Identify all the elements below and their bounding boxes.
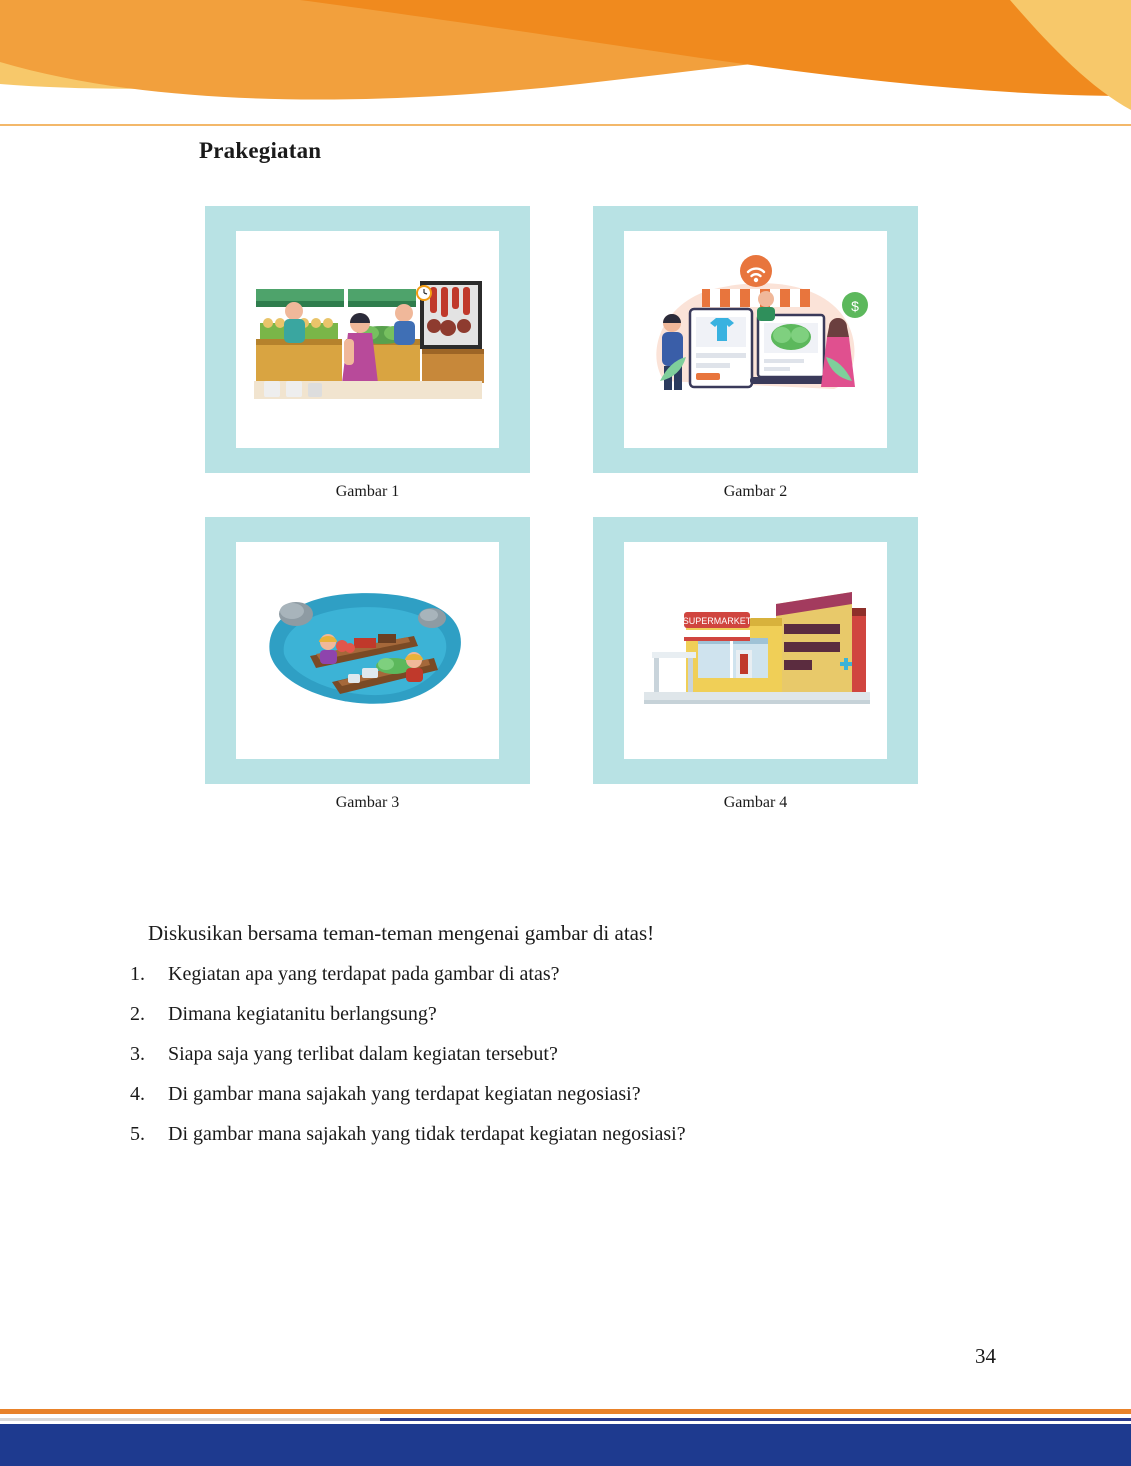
question-number: 3. bbox=[130, 1043, 145, 1065]
question-text: Di gambar mana sajakah yang tidak terdapat kegiatan negosiasi? bbox=[168, 1123, 686, 1145]
supermarket-building-illustration bbox=[624, 542, 887, 759]
footer-blue-band bbox=[0, 1424, 1131, 1466]
list-item bbox=[130, 1042, 1010, 1066]
question-number: 5. bbox=[130, 1123, 145, 1145]
figure-4-caption: Gambar 4 bbox=[723, 794, 788, 811]
discussion-block bbox=[130, 921, 1010, 1162]
page-header-decoration bbox=[0, 0, 1131, 126]
figure-3 bbox=[205, 517, 530, 812]
discussion-intro: Diskusikan bersama teman-teman mengenai gambar di atas! bbox=[148, 921, 655, 945]
question-text: Siapa saja yang terlibat dalam kegiatan tersebut? bbox=[168, 1043, 558, 1065]
figure-2-caption: Gambar 2 bbox=[723, 483, 788, 500]
question-text: Kegiatan apa yang terdapat pada gambar di atas? bbox=[168, 963, 560, 985]
figure-4 bbox=[593, 517, 918, 812]
footer-rule-right bbox=[380, 1418, 1131, 1421]
list-item bbox=[130, 1122, 1010, 1146]
question-number: 1. bbox=[130, 963, 145, 985]
page-number: 34 bbox=[975, 1344, 996, 1368]
floating-market-illustration bbox=[236, 542, 499, 759]
figure-1 bbox=[205, 206, 530, 501]
question-text: Di gambar mana sajakah yang terdapat kegiatan negosiasi? bbox=[168, 1083, 641, 1105]
figure-3-frame bbox=[205, 517, 530, 784]
figure-3-caption: Gambar 3 bbox=[335, 794, 400, 811]
figure-row bbox=[205, 517, 925, 812]
question-text: Dimana kegiatanitu berlangsung? bbox=[168, 1003, 437, 1025]
question-list bbox=[130, 962, 1010, 1146]
figure-1-caption: Gambar 1 bbox=[335, 483, 400, 500]
figure-2-frame bbox=[593, 206, 918, 473]
page-title: Prakegiatan bbox=[199, 138, 322, 163]
footer-rule-left bbox=[0, 1418, 380, 1421]
footer-split-rule bbox=[0, 1418, 1131, 1421]
footer-orange-rule bbox=[0, 1409, 1131, 1414]
list-item bbox=[130, 1002, 1010, 1026]
list-item bbox=[130, 962, 1010, 986]
question-number: 2. bbox=[130, 1003, 145, 1025]
figure-grid bbox=[205, 206, 925, 828]
figure-4-frame bbox=[593, 517, 918, 784]
traditional-market-illustration bbox=[236, 231, 499, 448]
svg-text:SUPERMARKET: SUPERMARKET bbox=[682, 616, 752, 626]
question-number: 4. bbox=[130, 1083, 145, 1105]
svg-text:$: $ bbox=[851, 298, 859, 314]
figure-1-frame bbox=[205, 206, 530, 473]
figure-row bbox=[205, 206, 925, 501]
figure-2 bbox=[593, 206, 918, 501]
online-shopping-illustration bbox=[624, 231, 887, 448]
header-rule bbox=[0, 124, 1131, 126]
list-item bbox=[130, 1082, 1010, 1106]
